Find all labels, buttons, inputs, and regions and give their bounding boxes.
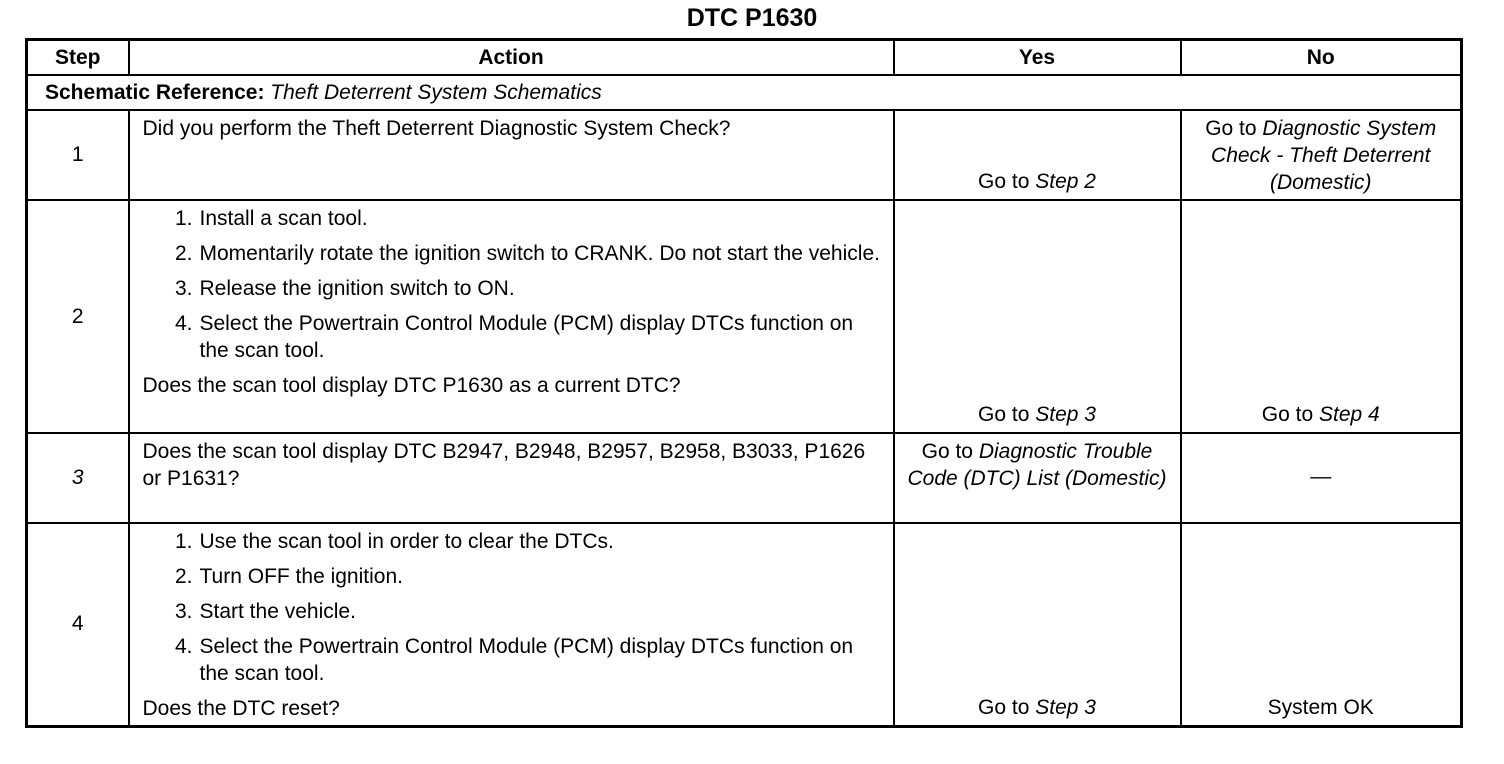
page-title: DTC P1630 — [686, 4, 818, 32]
list-item — [143, 528, 883, 555]
action-question: Does the scan tool display DTC B2947, B2948, B2957, B2958, B3033, P1626 or P1631? — [142, 440, 866, 490]
schematic-label: Schematic Reference: — [45, 80, 265, 104]
no-text: — — [1310, 464, 1332, 488]
yes-link[interactable]: Diagnostic Trouble Code (DTC) List (Domestic) — [907, 440, 1167, 490]
schematic-row — [27, 75, 1462, 110]
list-item-text: Turn OFF the ignition. — [199, 565, 403, 588]
action-list — [143, 205, 883, 364]
table-row — [27, 433, 1462, 523]
yes-cell — [894, 433, 1181, 523]
yes-cell — [894, 523, 1181, 726]
no-cell — [1181, 200, 1462, 433]
list-item-text: Start the vehicle. — [199, 600, 356, 623]
yes-link[interactable]: Step 3 — [1035, 695, 1096, 719]
yes-cell — [894, 110, 1181, 200]
yes-prefix: Go to — [921, 440, 979, 463]
no-text: System OK — [1267, 695, 1374, 719]
table-row — [27, 110, 1462, 200]
header-yes: Yes — [894, 40, 1181, 76]
list-item-text: Momentarily rotate the ignition switch to CRANK. Do not start the vehicle. — [199, 242, 880, 265]
header-step: Step — [27, 40, 129, 76]
no-link[interactable]: Step 4 — [1318, 403, 1380, 426]
schematic-link[interactable]: Theft Deterrent System Schematics — [270, 80, 602, 104]
action-cell — [129, 200, 894, 433]
table-row — [27, 523, 1462, 726]
table-row — [27, 200, 1462, 433]
action-question: Did you perform the Theft Deterrent Diagnostic System Check? — [142, 117, 731, 140]
list-item — [143, 240, 883, 267]
yes-prefix: Go to — [978, 695, 1036, 719]
action-cell — [129, 523, 894, 726]
no-cell — [1181, 110, 1462, 200]
header-no: No — [1181, 40, 1462, 76]
yes-prefix: Go to — [978, 170, 1036, 193]
no-cell — [1181, 433, 1462, 523]
list-item-number: 2. — [174, 242, 193, 265]
action-cell — [129, 110, 894, 200]
yes-link[interactable]: Step 3 — [1035, 403, 1096, 426]
action-question: Does the DTC reset? — [142, 697, 340, 720]
list-item-text: Install a scan tool. — [199, 207, 368, 230]
list-item — [143, 275, 883, 302]
yes-link[interactable]: Step 2 — [1035, 170, 1096, 193]
step-number: 4 — [27, 523, 129, 726]
list-item — [143, 310, 883, 364]
list-item-number: 4. — [174, 312, 193, 335]
list-item-number: 3. — [174, 277, 193, 300]
list-item-number: 2. — [174, 565, 193, 588]
yes-prefix: Go to — [978, 403, 1036, 426]
no-cell — [1181, 523, 1462, 726]
no-prefix: Go to — [1205, 117, 1263, 140]
list-item-number: 1. — [174, 207, 193, 230]
step-number: 2 — [27, 200, 129, 433]
list-item — [143, 205, 883, 232]
list-item — [143, 563, 883, 590]
action-question: Does the scan tool display DTC P1630 as a current DTC? — [142, 374, 681, 397]
list-item-text: Release the ignition switch to ON. — [199, 277, 515, 300]
no-prefix: Go to — [1261, 403, 1319, 426]
action-cell — [129, 433, 894, 523]
step-number: 1 — [27, 110, 129, 200]
header-action: Action — [129, 40, 894, 76]
dtc-table — [25, 38, 1463, 728]
list-item-text: Select the Powertrain Control Module (PCM) display DTCs function on the scan tool. — [199, 635, 854, 685]
action-list — [143, 528, 883, 687]
header-row — [27, 40, 1462, 76]
list-item-text: Use the scan tool in order to clear the DTCs. — [199, 530, 614, 553]
step-number: 3 — [27, 433, 129, 523]
list-item-number: 1. — [174, 530, 193, 553]
list-item — [143, 633, 883, 687]
list-item-number: 3. — [174, 600, 193, 623]
list-item-text: Select the Powertrain Control Module (PCM) display DTCs function on the scan tool. — [199, 312, 854, 362]
list-item-number: 4. — [174, 635, 193, 658]
yes-cell — [894, 200, 1181, 433]
schematic-reference — [27, 75, 1462, 110]
no-link[interactable]: Diagnostic System Check - Theft Deterrent (Domestic) — [1211, 117, 1437, 194]
list-item — [143, 598, 883, 625]
